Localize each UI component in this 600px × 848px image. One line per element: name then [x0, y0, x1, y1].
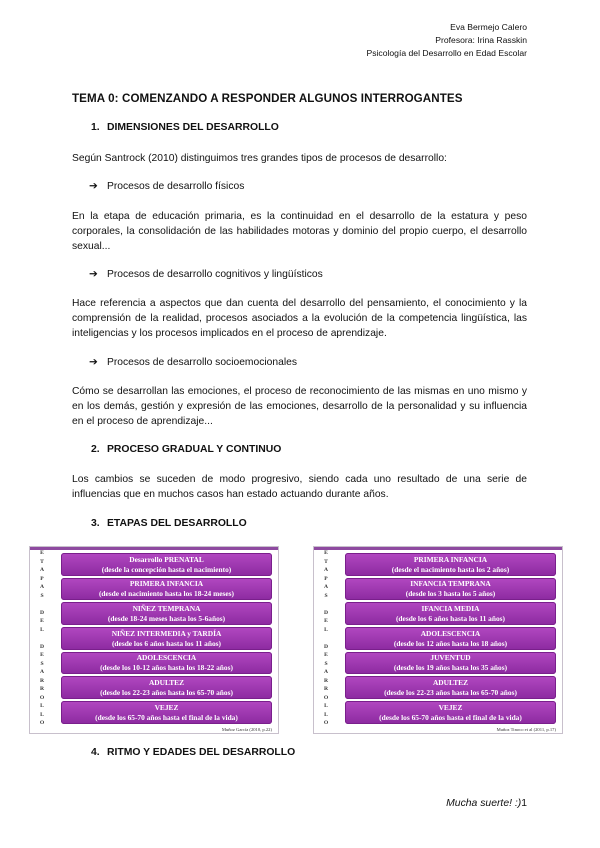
section-number: 3. [91, 518, 100, 529]
side-letter: P [324, 575, 328, 582]
side-letter: E [324, 652, 328, 658]
stage-name: PRIMERA INFANCIA [129, 579, 204, 589]
side-letter: D [39, 609, 45, 616]
page-footer [446, 798, 527, 809]
stage-range: (desde los 10-12 años hasta los 18-22 años) [100, 663, 233, 673]
stage-name: ADULTEZ [432, 677, 469, 687]
side-letter: O [323, 720, 329, 726]
stage-name: VEJEZ [438, 702, 463, 712]
stage-box [61, 652, 272, 675]
section-heading-1 [91, 122, 279, 133]
side-letter: O [39, 694, 45, 701]
section-title: ETAPAS DEL DESARROLLO [107, 518, 247, 529]
professor-name: Profesora: Irina Rasskin [435, 35, 527, 46]
side-letter: R [323, 677, 329, 684]
side-letter: L [40, 626, 44, 633]
stage-name: ADOLESCENCIA [420, 628, 481, 638]
stage-range: (desde los 65-70 años hasta el final de la vida) [95, 712, 238, 722]
stage-range: (desde los 65-70 años hasta el final de la vida) [379, 712, 522, 722]
side-letter: E [40, 652, 44, 658]
side-letter: L [324, 711, 328, 718]
stages-figure-left [29, 546, 279, 734]
section-number: 2. [91, 444, 100, 455]
bullet-text: Procesos de desarrollo socioemocionales [107, 357, 298, 368]
stage-box [61, 553, 272, 576]
side-letter: S [40, 592, 44, 599]
figure-top-bar [30, 547, 278, 550]
section-heading-4 [91, 747, 295, 758]
stage-box [61, 602, 272, 625]
figure-top-bar [314, 547, 562, 550]
side-letter: D [39, 643, 45, 650]
section-heading-2 [91, 444, 281, 455]
stage-name: IFANCIA MEDIA [421, 603, 480, 613]
side-letter: A [323, 584, 329, 590]
stage-range: (desde los 3 hasta los 5 años) [405, 589, 496, 599]
stage-range: (desde la concepción hasta el nacimiento) [101, 564, 232, 574]
paragraph-cognitivos: Hace referencia a aspectos que dan cuenta del desarrollo del pensamiento, el conocimiento y la comprensión de la realidad, procesos asociados a la evolución de la competencia lingüística, las inteligencias y los procesos implicados en el proceso de aprendizaje. [72, 298, 527, 339]
bullet-cognitivos [89, 268, 323, 280]
page-number: 1 [521, 798, 527, 809]
side-letter: P [40, 575, 44, 582]
author-name: Eva Bermejo Calero [450, 22, 527, 32]
stage-box [61, 676, 272, 699]
vertical-side-label [33, 550, 51, 725]
footer-text: Mucha suerte! :) [446, 798, 522, 809]
stage-box [61, 701, 272, 724]
stage-box [345, 701, 556, 724]
figure-citation: Muñoz Tinoco et al (2011, p.17) [496, 727, 556, 732]
stage-box [345, 578, 556, 601]
stage-range: (desde el nacimiento hasta los 2 años) [391, 564, 510, 574]
side-letter: A [39, 584, 45, 590]
stage-name: NIÑEZ TEMPRANA [132, 603, 201, 613]
side-letter: A [323, 567, 329, 573]
stage-range: (desde los 19 años hasta los 35 años) [393, 663, 508, 673]
stage-range: (desde los 22-23 años hasta los 65-70 años) [384, 687, 517, 697]
stage-list [61, 553, 272, 726]
stage-name: PRIMERA INFANCIA [413, 554, 488, 564]
section-title: PROCESO GRADUAL Y CONTINUO [107, 444, 282, 455]
stages-figure-right [313, 546, 563, 734]
stage-name: INFANCIA TEMPRANA [410, 579, 491, 589]
bullet-socioemocionales [89, 356, 297, 368]
side-letter: O [39, 720, 45, 726]
side-letter: S [324, 660, 328, 667]
side-letter: S [324, 592, 328, 599]
side-letter: O [323, 694, 329, 701]
side-letter: L [324, 626, 328, 633]
stage-box [345, 652, 556, 675]
stage-name: VEJEZ [154, 702, 179, 712]
stage-range: (desde los 22-23 años hasta los 65-70 años) [100, 687, 233, 697]
side-letter: L [40, 711, 44, 718]
stage-range: (desde los 6 años hasta los 11 años) [395, 613, 506, 623]
stage-box [61, 578, 272, 601]
stage-name: NIÑEZ INTERMEDIA y TARDÍA [111, 628, 222, 638]
bullet-fisicos [89, 180, 244, 192]
figure-citation: Muñoz García (2010, p.22) [221, 727, 272, 732]
stage-box [61, 627, 272, 650]
stage-box [345, 627, 556, 650]
side-letter: L [324, 703, 328, 709]
side-letter: A [323, 669, 329, 675]
stage-box [345, 676, 556, 699]
paragraph-socioemocionales: Cómo se desarrollan las emociones, el proceso de reconocimiento de las mismas en uno mismo y en los demás, gestión y expresión de las emociones, desarrollo de la personalidad y su influencia en el proceso de aprendizaje... [72, 386, 527, 427]
side-letter: T [324, 558, 328, 565]
stage-name: JUVENTUD [430, 653, 471, 663]
side-letter: R [39, 686, 45, 692]
side-letter: A [39, 669, 45, 675]
stage-range: (desde 18-24 meses hasta los 5-6años) [107, 613, 226, 623]
stage-list [345, 553, 556, 726]
paragraph-gradual: Los cambios se suceden de modo progresivo, siendo cada uno resultado de una serie de influencias que en muchos casos han estado actuando durante años. [72, 474, 527, 500]
stage-range: (desde los 12 años hasta los 18 años) [393, 638, 508, 648]
stage-name: Desarrollo PRENATAL [129, 554, 204, 564]
side-letter: S [40, 660, 44, 667]
section-number: 4. [91, 747, 100, 758]
arrow-icon: ➔ [89, 357, 98, 368]
intro-paragraph: Según Santrock (2010) distinguimos tres grandes tipos de procesos de desarrollo: [72, 153, 447, 164]
section-number: 1. [91, 122, 100, 133]
side-letter: T [40, 558, 44, 565]
section-heading-3 [91, 518, 247, 529]
side-letter: R [323, 686, 329, 692]
section-title: RITMO Y EDADES DEL DESARROLLO [107, 747, 296, 758]
stage-range: (desde los 6 años hasta los 11 años) [111, 638, 222, 648]
stage-name: ADULTEZ [148, 677, 185, 687]
vertical-side-label [317, 550, 335, 725]
page-title: TEMA 0: COMENZANDO A RESPONDER ALGUNOS INTERROGANTES [72, 92, 463, 105]
course-name: Psicología del Desarrollo en Edad Escolar [366, 48, 527, 59]
side-letter: D [323, 643, 329, 650]
side-letter: L [40, 703, 44, 709]
page-header [366, 21, 527, 61]
side-letter: D [323, 609, 329, 616]
stage-box [345, 602, 556, 625]
stage-box [345, 553, 556, 576]
side-letter: E [40, 550, 44, 556]
side-letter: A [39, 567, 45, 573]
stage-name: ADOLESCENCIA [136, 653, 197, 663]
section-title: DIMENSIONES DEL DESARROLLO [107, 122, 279, 133]
arrow-icon: ➔ [89, 269, 98, 280]
bullet-text: Procesos de desarrollo físicos [107, 181, 245, 192]
arrow-icon: ➔ [89, 181, 98, 192]
bullet-text: Procesos de desarrollo cognitivos y lingüísticos [107, 269, 323, 280]
paragraph-fisicos: En la etapa de educación primaria, es la continuidad en el desarrollo de la estatura y peso corporales, la consolidación de las habilidades motoras y dominio del propio cuerpo, el desarrollo sexual... [72, 211, 527, 252]
side-letter: E [324, 550, 328, 556]
side-letter: E [40, 618, 44, 624]
side-letter: E [324, 618, 328, 624]
side-letter: R [39, 677, 45, 684]
stage-range: (desde el nacimiento hasta los 18-24 meses) [98, 589, 235, 599]
